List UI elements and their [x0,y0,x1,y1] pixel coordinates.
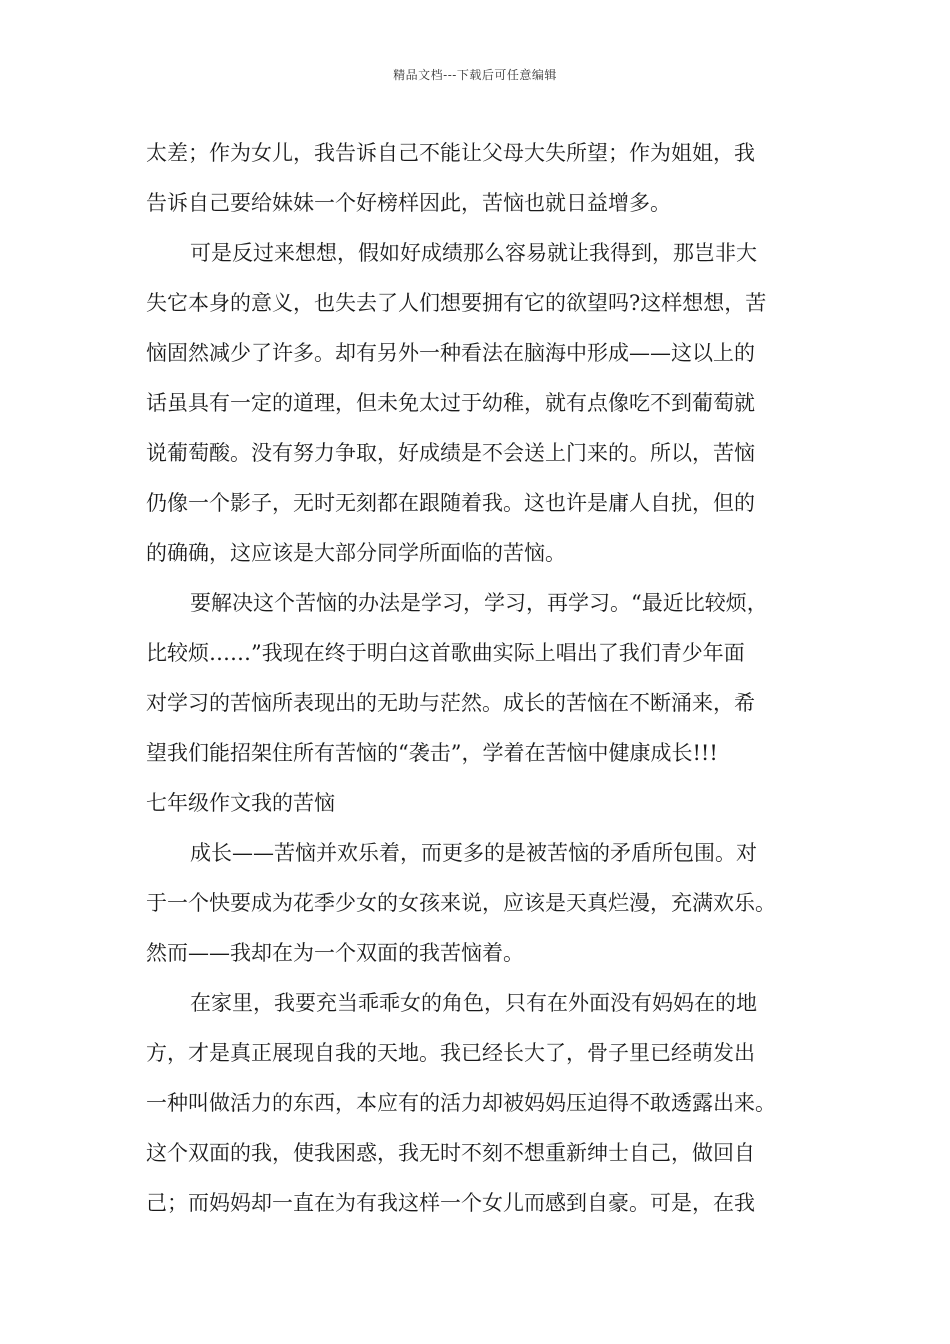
text-line: 要解决这个苦恼的办法是学习，学习，再学习。“最近比较烦， [190,591,768,615]
text-line: 成长——苦恼并欢乐着，而更多的是被苦恼的矛盾所包围。对 [190,841,757,865]
text-line: 告诉自己要给妹妹一个好榜样因此，苦恼也就日益增多。 [146,191,671,215]
text-line: 望我们能招架住所有苦恼的“袭击”，学着在苦恼中健康成长!!! [146,741,718,765]
text-line: 方，才是真正展现自我的天地。我已经长大了，骨子里已经萌发出 [146,1041,755,1065]
text-line: 对学习的苦恼所表现出的无助与茫然。成长的苦恼在不断涌来，希 [146,691,755,715]
page-header: 精品文档---下载后可任意编辑 [393,68,557,82]
text-line: 比较烦……”我现在终于明白这首歌曲实际上唱出了我们青少年面 [146,641,745,665]
text-line: 可是反过来想想，假如好成绩那么容易就让我得到，那岂非大 [190,241,757,265]
document-body [146,128,806,1228]
text-line: 一种叫做活力的东西，本应有的活力却被妈妈压迫得不敢透露出来。 [146,1091,776,1115]
text-line: 然而——我却在为一个双面的我苦恼着。 [146,941,524,965]
text-line: 失它本身的意义，也失去了人们想要拥有它的欲望吗?这样想想，苦 [146,291,767,315]
text-line: 于一个快要成为花季少女的女孩来说，应该是天真烂漫，充满欢乐。 [146,891,776,915]
text-line: 恼固然减少了许多。却有另外一种看法在脑海中形成——这以上的 [146,341,755,365]
text-line: 话虽具有一定的道理，但未免太过于幼稚，就有点像吃不到葡萄就 [146,391,755,415]
text-line: 这个双面的我，使我困惑，我无时不刻不想重新绅士自己，做回自 [146,1141,755,1165]
text-line: 仍像一个影子，无时无刻都在跟随着我。这也许是庸人自扰，但的 [146,491,755,515]
text-line: 己；而妈妈却一直在为有我这样一个女儿而感到自豪。可是，在我 [146,1191,755,1215]
text-line: 的确确，这应该是大部分同学所面临的苦恼。 [146,541,566,565]
text-line: 在家里，我要充当乖乖女的角色，只有在外面没有妈妈在的地 [190,991,757,1015]
text-line: 说葡萄酸。没有努力争取，好成绩是不会送上门来的。所以，苦恼 [146,441,755,465]
text-line: 七年级作文我的苦恼 [146,791,335,815]
text-line: 太差；作为女儿，我告诉自己不能让父母大失所望；作为姐姐，我 [146,141,755,165]
